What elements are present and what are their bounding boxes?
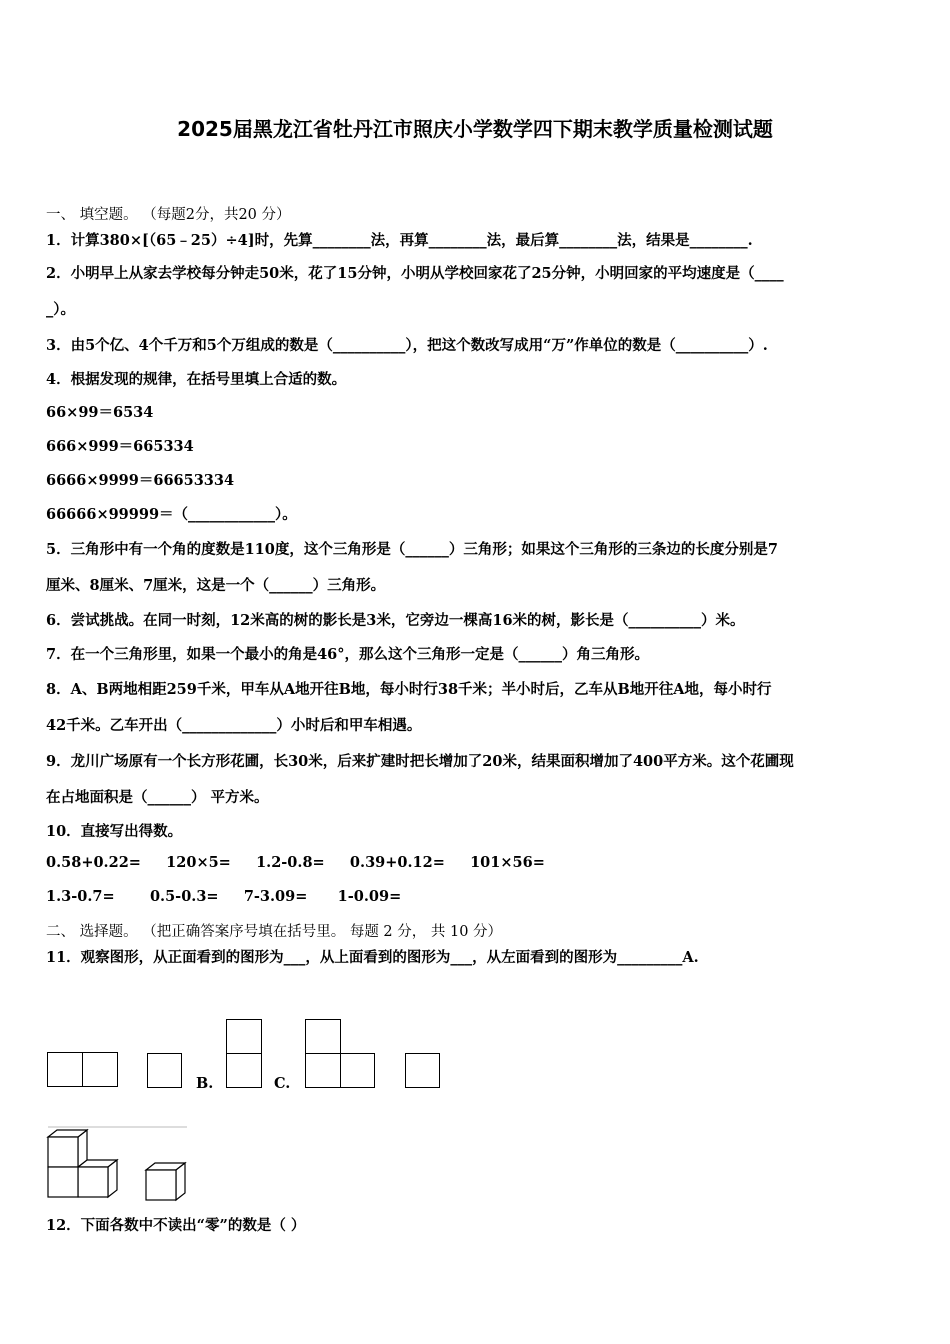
option-b-label: B. [196, 1075, 214, 1092]
question-4: 4．根据发现的规律，在括号里填上合适的数。 [46, 371, 347, 388]
square [147, 1053, 182, 1088]
square [305, 1019, 341, 1054]
question-9-line-1: 9．龙川广场原有一个长方形花圃，长30米，后来扩建时把长增加了20米，结果面积增加了400平方米。这个花圃现 [46, 753, 794, 770]
square [47, 1052, 83, 1087]
question-11: 11．观察图形，从正面看到的图形为___，从上面看到的图形为___，从左面看到的图形为_________A. [46, 949, 699, 966]
question-10-row-1: 0.58+0.22= 120×5= 1.2-0.8= 0.39+0.12= 101×56= [46, 854, 545, 871]
question-5-line-1: 5．三角形中有一个角的度数是110度，这个三角形是（______）三角形；如果这个三角形的三条边的长度分别是7 [46, 541, 778, 558]
square [82, 1052, 118, 1087]
page-title: 2025届黑龙江省牡丹江市照庆小学数学四下期末教学质量检测试题 [177, 117, 773, 141]
section-1-heading: 一、 填空题。 （每题2分，共20 分） [46, 207, 291, 223]
question-9-line-2: 在占地面积是（______） 平方米。 [46, 789, 269, 806]
question-7: 7．在一个三角形里，如果一个最小的角是46°，那么这个三角形一定是（______）角三角形。 [46, 646, 650, 663]
question-2-line-2: _）。 [46, 301, 75, 318]
question-4-equation-2: 666×999＝665334 [46, 438, 194, 455]
square [405, 1053, 440, 1088]
question-5-line-2: 厘米、8厘米、7厘米，这是一个（______）三角形。 [46, 577, 386, 594]
section-2-heading: 二、 选择题。 （把正确答案序号填在括号里。 每题 2 分， 共 10 分） [46, 924, 503, 940]
question-6: 6．尝试挑战。在同一时刻，12米高的树的影长是3米，它旁边一棵高16米的树，影长是（__________）米。 [46, 612, 745, 629]
question-12: 12．下面各数中不读出“零”的数是（ ） [46, 1217, 306, 1234]
square [340, 1053, 375, 1088]
question-1: 1．计算380×[（65﹣25）÷4]时，先算________法，再算________法，最后算________法，结果是________. [46, 232, 753, 249]
square [226, 1019, 262, 1054]
question-3: 3．由5个亿、4个千万和5个万组成的数是（__________），把这个数改写成用“万”作单位的数是（__________）. [46, 337, 768, 354]
question-10: 10．直接写出得数。 [46, 823, 183, 840]
cube-stack-figure [44, 1124, 194, 1204]
option-c-label: C. [274, 1075, 291, 1092]
question-2-line-1: 2．小明早上从家去学校每分钟走50米，花了15分钟，小明从学校回家花了25分钟，小明回家的平均速度是（____ [46, 265, 784, 282]
square [305, 1053, 341, 1088]
question-8-line-2: 42千米。乙车开出（_____________）小时后和甲车相遇。 [46, 717, 422, 734]
question-4-equation-3: 6666×9999＝66653334 [46, 472, 235, 489]
question-4-equation-1: 66×99＝6534 [46, 404, 154, 421]
question-8-line-1: 8．A、B两地相距259千米，甲车从A地开往B地，每小时行38千米；半小时后，乙车从B地开往A地，每小时行 [46, 681, 772, 698]
question-10-row-2: 1.3-0.7= 0.5-0.3= 7-3.09= 1-0.09= [46, 888, 402, 905]
square [226, 1053, 262, 1088]
question-4-equation-4: 66666×99999＝（____________）。 [46, 506, 297, 523]
